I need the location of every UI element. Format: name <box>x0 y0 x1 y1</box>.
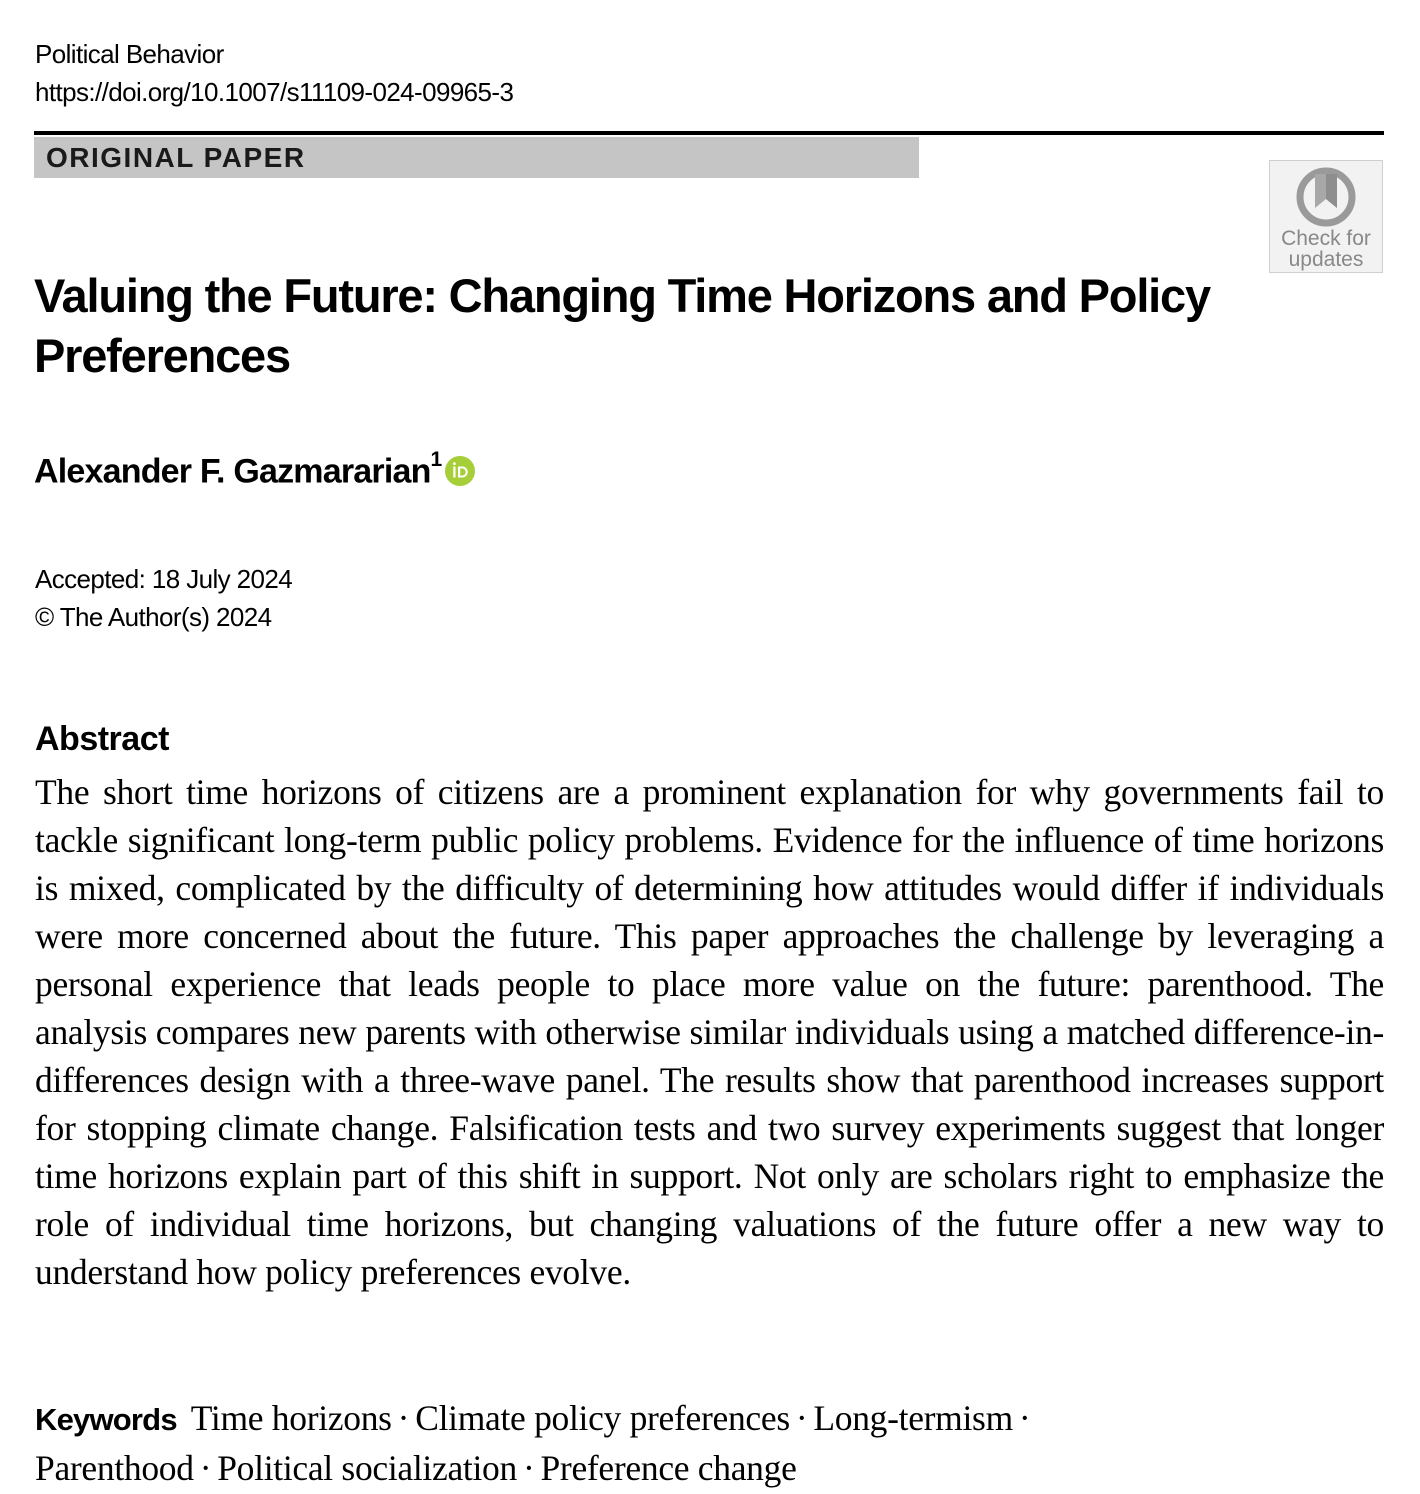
author-line <box>34 448 475 491</box>
abstract-text: The short time horizons of citizens are a prominent explanation for why governments fail to tackle significant long-term public policy problems. Evidence for the influence of time horizons is mixed, complicated by the difficulty of determining how attitudes would differ if individuals were more concerned about the future. This paper approaches the challenge by leveraging a personal experience that leads people to place more value on the future: parenthood. The analysis compares new parents with otherwise similar individuals using a matched difference-in-differences design with a three-wave panel. The results show that parenthood increases support for stopping climate change. Falsification tests and two survey experiments suggest that longer time horizons explain part of this shift in support. Not only are scholars right to emphasize the role of individual time horizons, but changing valuations of the future offer a new way to understand how policy preferences evolve. <box>35 772 1384 1292</box>
keyword-item: Preference change <box>540 1448 797 1488</box>
keyword-separator: · <box>522 1448 535 1488</box>
dates-block <box>35 560 292 636</box>
journal-header <box>35 35 513 111</box>
paper-title: Valuing the Future: Changing Time Horizons and Policy Preferences <box>34 269 1210 382</box>
author-name: Alexander F. Gazmararian <box>34 452 431 491</box>
keyword-item: Long-termism <box>813 1398 1013 1438</box>
keyword-separator: · <box>397 1398 410 1438</box>
orcid-icon[interactable] <box>445 456 475 486</box>
keyword-item: Political socialization <box>217 1448 517 1488</box>
copyright-notice: © The Author(s) 2024 <box>35 602 272 632</box>
keyword-separator: · <box>1018 1398 1031 1438</box>
keywords-label: Keywords <box>35 1402 177 1437</box>
crossmark-line-2: updates <box>1288 248 1364 271</box>
keyword-separator: · <box>795 1398 808 1438</box>
affiliation-mark: 1 <box>430 448 442 471</box>
check-for-updates-button[interactable] <box>1269 160 1383 273</box>
crossmark-line-1: Check for <box>1281 227 1371 250</box>
keyword-item: Climate policy preferences <box>415 1398 790 1438</box>
keyword-item: Time horizons <box>190 1398 392 1438</box>
article-type-bar <box>34 137 919 178</box>
keyword-item: Parenthood <box>35 1448 194 1488</box>
header-rule <box>34 131 1384 135</box>
article-type-label: ORIGINAL PAPER <box>46 142 306 173</box>
crossmark-bookmark-icon <box>1295 166 1357 228</box>
journal-name: Political Behavior <box>35 39 224 69</box>
keyword-separator: · <box>199 1448 212 1488</box>
doi-link[interactable]: https://doi.org/10.1007/s11109-024-09965-3 <box>35 77 514 107</box>
abstract-heading: Abstract <box>35 720 169 758</box>
accepted-date: Accepted: 18 July 2024 <box>35 564 293 594</box>
keywords-block <box>35 1394 1335 1492</box>
